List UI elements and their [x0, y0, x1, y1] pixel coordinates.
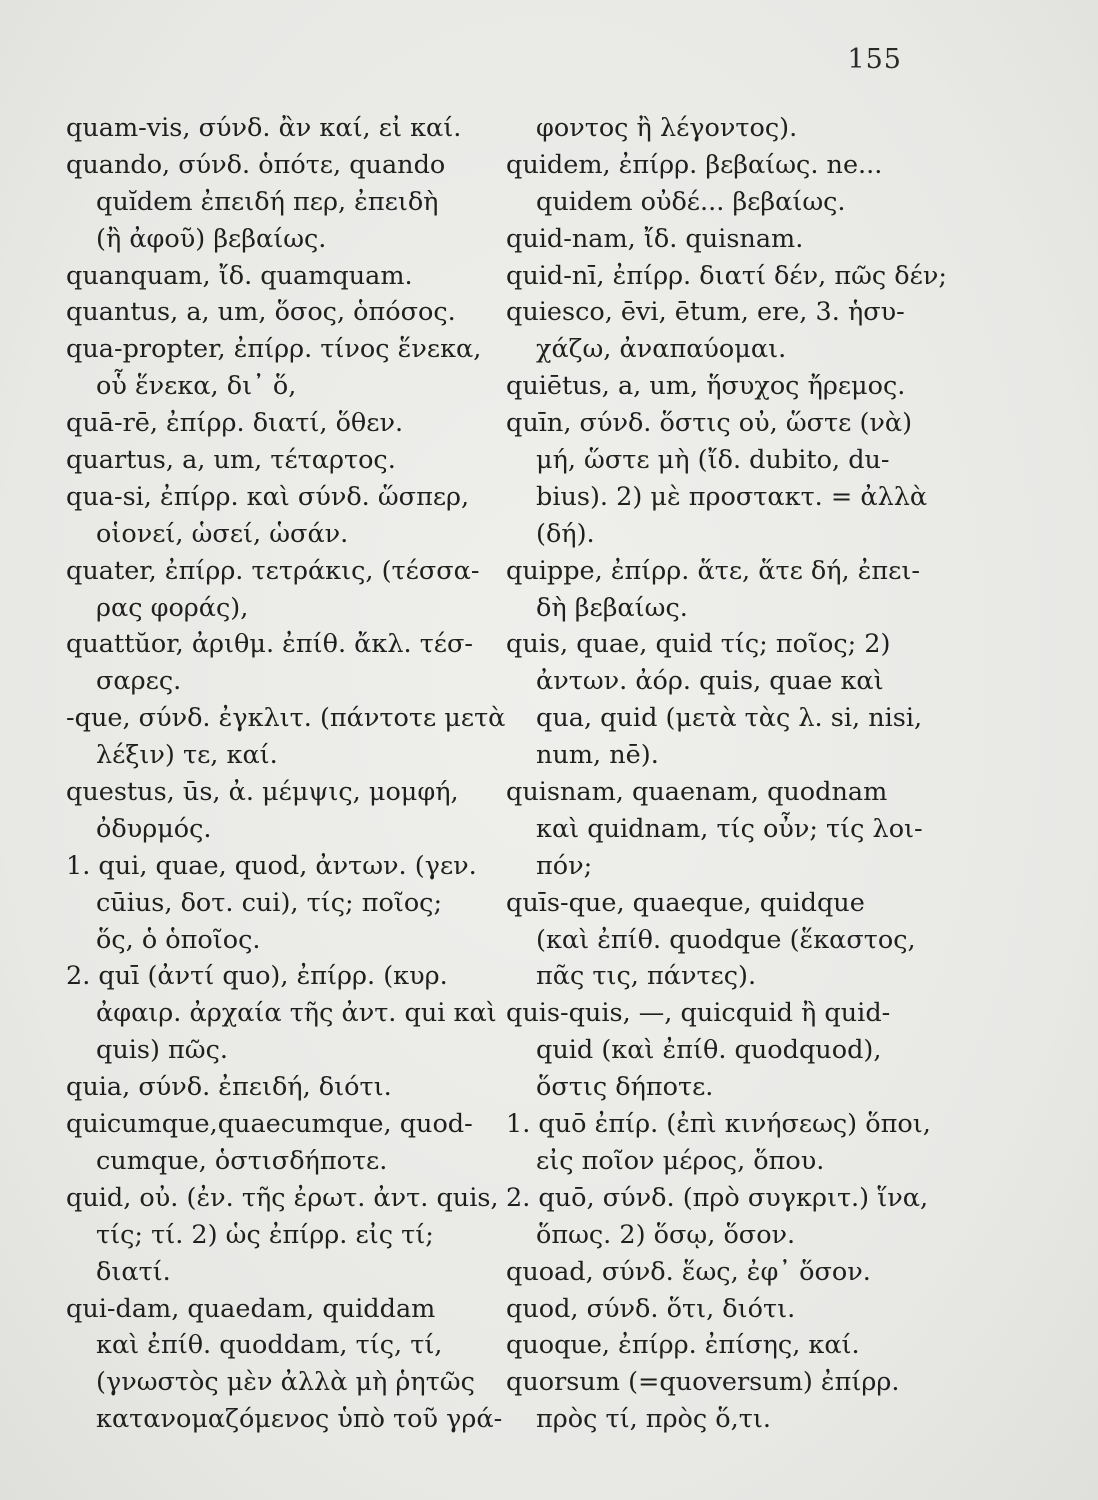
entry-line: quantus, a, um, ὅσος, ὁπόσος. — [66, 297, 456, 328]
entry-line: quippe, ἐπίρρ. ἅτε, ἅτε δή, ἐπει- — [506, 555, 920, 586]
entry-line: questus, ūs, ἀ. μέμψις, μομφή, — [66, 777, 459, 808]
entry-line: φοντος ἢ λέγοντος). — [536, 113, 798, 143]
entry-line: qua-propter, ἐπίρρ. τίνος ἕνεκα, — [66, 334, 482, 365]
entry-line: ἀφαιρ. ἀρχαία τῆς ἀντ. qui καὶ — [96, 998, 497, 1029]
entry-line: 2. quō, σύνδ. (πρὸ συγκριτ.) ἵνα, — [506, 1182, 929, 1213]
entry-line: χάζω, ἀναπαύομαι. — [536, 334, 787, 365]
entry-line: ὅς, ὁ ὁποῖος. — [96, 924, 261, 955]
entry-line: quid, οὐ. (ἐν. τῆς ἐρωτ. ἀντ. quis, — [66, 1182, 499, 1213]
entry-line: δὴ βεβαίως. — [536, 592, 688, 623]
entry-line: quidem, ἐπίρρ. βεβαίως. ne... — [506, 149, 883, 180]
entry-line: qua, quid (μετὰ τὰς λ. si, nisi, — [536, 703, 923, 734]
entry-line: 2. quī (ἀντί quo), ἐπίρρ. (κυρ. — [66, 961, 448, 992]
entry-line: (δή). — [536, 518, 595, 549]
entry-line: ὅστις δήποτε. — [536, 1072, 714, 1103]
entry-line: πόν; — [536, 850, 593, 881]
entry-line: σαρες. — [96, 666, 182, 697]
entry-line: quĭdem ἐπειδή περ, ἐπειδὴ — [96, 186, 439, 217]
entry-line: 1. qui, quae, quod, ἀντων. (γεν. — [66, 850, 477, 881]
entry-line: πᾶς τις, πάντες). — [536, 961, 757, 992]
entry-line: quod, σύνδ. ὅτι, διότι. — [506, 1293, 796, 1324]
entry-line: quoad, σύνδ. ἕως, ἐφ᾽ ὅσον. — [506, 1256, 871, 1287]
entry-line: μή, ὥστε μὴ (ἴδ. dubito, du- — [536, 445, 890, 476]
entry-line: καὶ ἐπίθ. quoddam, τίς, τί, — [96, 1330, 443, 1361]
entry-line: λέξιν) τε, καί. — [96, 740, 278, 771]
entry-line: quīs-que, quaeque, quidque — [506, 887, 865, 918]
entry-line: (καὶ ἐπίθ. quodque (ἕκαστος, — [536, 924, 916, 955]
entry-line: ὀδυρμός. — [96, 813, 212, 844]
entry-line: quanquam, ἴδ. quamquam. — [66, 260, 413, 291]
entry-line: τίς; τί. 2) ὡς ἐπίρρ. εἰς τί; — [96, 1219, 434, 1250]
entry-line: quid-nam, ἴδ. quisnam. — [506, 223, 804, 254]
entry-line: quater, ἐπίρρ. τετράκις, (τέσσα- — [66, 555, 480, 586]
entry-line: 1. quō ἐπίρ. (ἐπὶ κινήσεως) ὅποι, — [506, 1109, 931, 1140]
left-column — [66, 110, 506, 1438]
entry-line: οὗ ἕνεκα, δι᾽ ὅ, — [96, 371, 297, 402]
entry-line: qua-si, ἐπίρρ. καὶ σύνδ. ὥσπερ, — [66, 481, 470, 512]
entry-line: quiesco, ēvi, ētum, ere, 3. ἡσυ- — [506, 297, 905, 328]
entry-line: quorsum (=quoversum) ἐπίρρ. — [506, 1367, 900, 1398]
entry-line: καὶ quidnam, τίς οὖν; τίς λοι- — [536, 813, 923, 844]
entry-line: quīn, σύνδ. ὅστις οὐ, ὥστε (νὰ) — [506, 408, 913, 439]
entry-line: quid (καὶ ἐπίθ. quodquod), — [536, 1035, 882, 1066]
entry-line: quicumque,quaecumque, quod- — [66, 1109, 473, 1140]
entry-line: quis, quae, quid τίς; ποῖος; 2) — [506, 629, 891, 660]
entry-line: ρας φοράς), — [96, 592, 249, 623]
page-number: 155 — [847, 44, 902, 75]
entry-line: quartus, a, um, τέταρτος. — [66, 445, 396, 476]
entry-line: quis) πῶς. — [96, 1035, 228, 1066]
entry-line: quia, σύνδ. ἐπειδή, διότι. — [66, 1072, 392, 1103]
entry-line: quis-quis, —, quicquid ἢ quid- — [506, 998, 891, 1029]
entry-line: quidem οὐδέ... βεβαίως. — [536, 186, 846, 217]
entry-line: (γνωστὸς μὲν ἀλλὰ μὴ ῥητῶς — [96, 1367, 475, 1398]
entry-line: οἱονεί, ὡσεί, ὡσάν. — [96, 518, 349, 549]
entry-line: εἰς ποῖον μέρος, ὅπου. — [536, 1145, 825, 1176]
entry-line: bius). 2) μὲ προστακτ. = ἀλλὰ — [536, 481, 928, 512]
entry-line: (ἢ ἀφοῦ) βεβαίως. — [96, 223, 327, 254]
entry-line: quando, σύνδ. ὁπότε, quando — [66, 149, 446, 180]
entry-line: διατί. — [96, 1256, 171, 1287]
entry-line: quattŭor, ἀριθμ. ἐπίθ. ἄκλ. τέσ- — [66, 629, 474, 660]
entry-line: πρὸς τί, πρὸς ὅ,τι. — [536, 1404, 771, 1435]
entry-line: cumque, ὁστισδήποτε. — [96, 1145, 388, 1176]
entry-line: quisnam, quaenam, quodnam — [506, 777, 888, 808]
entry-line: ὅπως. 2) ὅσῳ, ὅσον. — [536, 1219, 796, 1250]
right-column — [506, 110, 947, 1438]
entry-line: ἀντων. ἀόρ. quis, quae καὶ — [536, 666, 884, 697]
entry-line: quā-rē, ἐπίρρ. διατί, ὅθεν. — [66, 408, 404, 439]
entry-line: quoque, ἐπίρρ. ἐπίσης, καί. — [506, 1330, 860, 1361]
entry-line: κατανομαζόμενος ὑπὸ τοῦ γρά- — [96, 1404, 503, 1435]
entry-line: quam-vis, σύνδ. ἂν καί, εἰ καί. — [66, 113, 462, 143]
entry-line: num, nē). — [536, 740, 659, 771]
entry-line: quiētus, a, um, ἥσυχος ἤρεμος. — [506, 371, 906, 402]
entry-line: quid-nī, ἐπίρρ. διατί δέν, πῶς δέν; — [506, 260, 947, 291]
entry-line: qui-dam, quaedam, quiddam — [66, 1293, 436, 1324]
entry-line: cūius, δοτ. cui), τίς; ποῖος; — [96, 887, 443, 918]
entry-line: -que, σύνδ. ἐγκλιτ. (πάντοτε μετὰ — [66, 703, 506, 734]
